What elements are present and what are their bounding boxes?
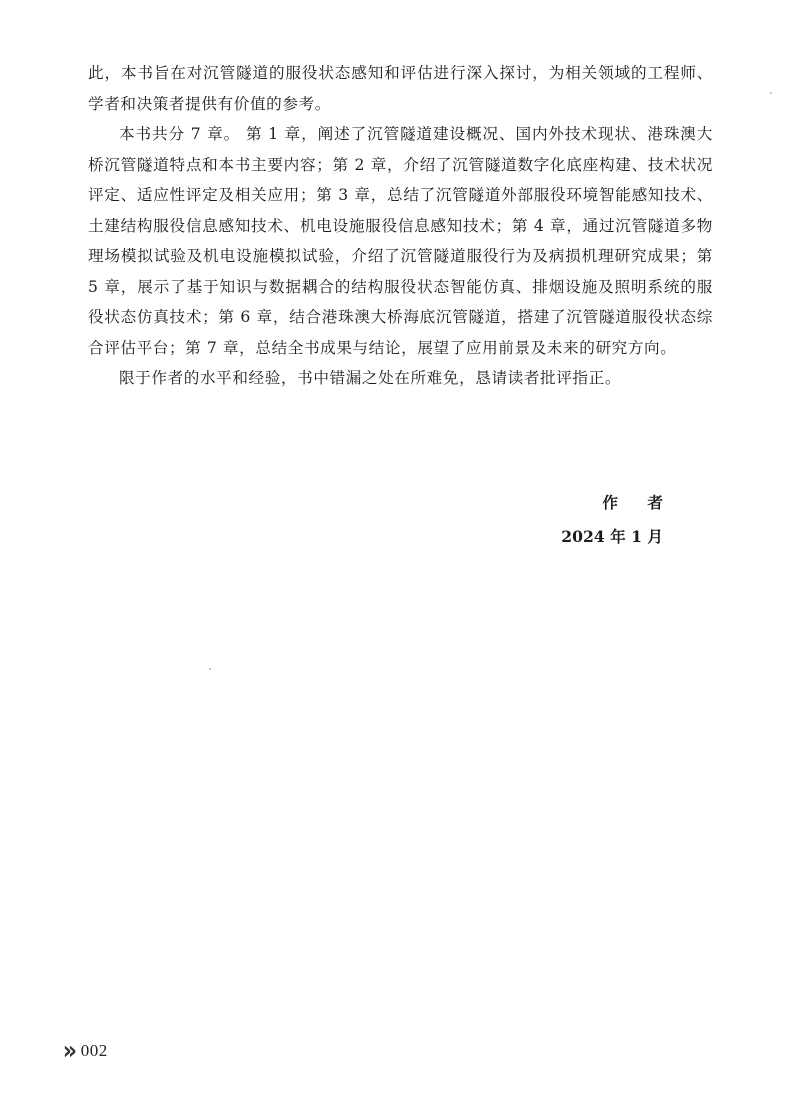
preface-body [88,58,713,394]
signature-date: 2024 年 1 月 [561,527,663,546]
page-footer [62,1038,108,1064]
paragraph-continuation: 此，本书旨在对沉管隧道的服役状态感知和评估进行深入探讨，为相关领域的工程师、学者和决策者提供有价值的参考。 [88,64,713,113]
page-number: 002 [80,1041,108,1060]
paper-speck [209,668,211,670]
paragraph-chapter-overview: 本书共分 7 章。 第 1 章，阐述了沉管隧道建设概况、国内外技术现状、港珠澳大桥沉管隧道特点和本书主要内容；第 2 章，介绍了沉管隧道数字化底座构建、技术状况评定、适应性评定及相关应用；第 3 章，总结了沉管隧道外部服役环境智能感知技术、土建结构服役信息感知技术、机电设施服役信息感知技术；第 4 章，通过沉管隧道多物理场模拟试验及机电设施模拟试验，介绍了沉管隧道服役行为及病损机理研究成果；第 5 章，展示了基于知识与数据耦合的结构服役状态智能仿真、排烟设施及照明系统的服役状态仿真技术；第 6 章，结合港珠澳大桥海底沉管隧道，搭建了沉管隧道服役状态综合评估平台；第 7 章，总结全书成果与结论，展望了应用前景及未来的研究方向。 [88,125,713,357]
double-chevron-right-icon: » [62,1036,72,1066]
paragraph-closing-note: 限于作者的水平和经验，书中错漏之处在所难免，恳请读者批评指正。 [119,369,622,387]
paper-speck [770,92,772,94]
signature-author: 作 者 [602,493,675,512]
signature-block [561,486,675,554]
